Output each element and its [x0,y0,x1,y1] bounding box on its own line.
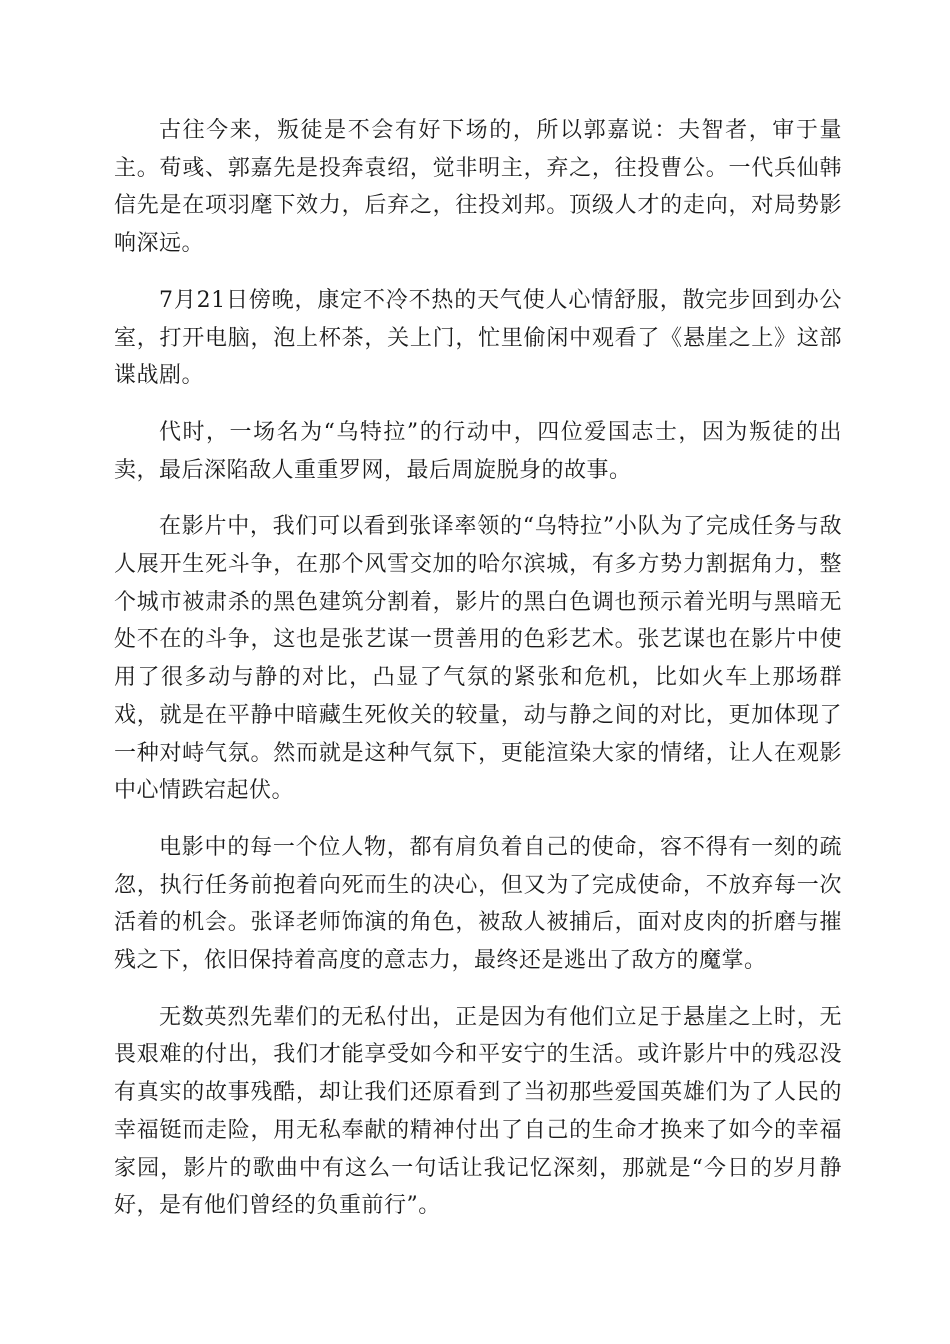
paragraph-viewing-context: 7月21日傍晚，康定不冷不热的天气使人心情舒服，散完步回到办公室，打开电脑，泡上杯茶，关上门，忙里偷闲中观看了《悬崖之上》这部谍战剧。 [114,287,842,389]
paragraph-conclusion: 无数英烈先辈们的无私付出，正是因为有他们立足于悬崖之上时，无畏艰难的付出，我们才能享受如今和平安宁的生活。或许影片中的残忍没有真实的故事残酷，却让我们还原看到了当初那些爱国英雄们为了人民的幸福铤而走险，用无私奉献的精神付出了自己的生命才换来了如今的幸福家园，影片的歌曲中有这么一句话让我记忆深刻，那就是“今日的岁月静好，是有他们曾经的负重前行”。 [114,1004,842,1219]
paragraph-film-analysis: 在影片中，我们可以看到张译率领的“乌特拉”小队为了完成任务与敌人展开生死斗争，在那个风雪交加的哈尔滨城，有多方势力割据角力，整个城市被肃杀的黑色建筑分割着，影片的黑白色调也预示着光明与黑暗无处不在的斗争，这也是张艺谋一贯善用的色彩艺术。张艺谋也在影片中使用了很多动与静的对比，凸显了气氛的紧张和危机，比如火车上那场群戏，就是在平静中暗藏生死攸关的较量，动与静之间的对比，更加体现了一种对峙气氛。然而就是这种气氛下，更能渲染大家的情绪，让人在观影中心情跌宕起伏。 [114,514,842,804]
paragraph-characters: 电影中的每一个位人物，都有肩负着自己的使命，容不得有一刻的疏忽，执行任务前抱着向死而生的决心，但又为了完成使命，不放弃每一次活着的机会。张译老师饰演的角色，被敌人被捕后，面对皮肉的折磨与摧残之下，依旧保持着高度的意志力，最终还是逃出了敌方的魔掌。 [114,834,842,974]
paragraph-plot-summary: 代时，一场名为“乌特拉”的行动中，四位爱国志士，因为叛徒的出卖，最后深陷敌人重重罗网，最后周旋脱身的故事。 [114,419,842,483]
paragraph-traitors-intro: 古往今来，叛徒是不会有好下场的，所以郭嘉说：夫智者，审于量主。荀彧、郭嘉先是投奔袁绍，觉非明主，弃之，往投曹公。一代兵仙韩信先是在项羽麾下效力，后弃之，往投刘邦。顶级人才的走向，对局势影响深远。 [114,118,842,257]
document-page [114,112,842,1244]
